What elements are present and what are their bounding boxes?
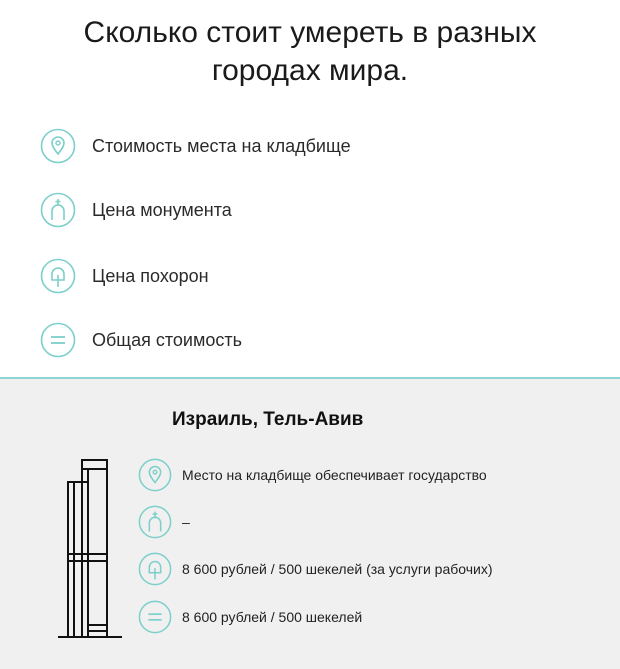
legend-label-total: Общая стоимость [92,329,242,350]
legend-item-grave-place [40,128,351,164]
detail-funeral [138,552,493,586]
detail-total [138,600,362,634]
tombstone-cross-icon [40,192,76,228]
detail-label-total: 8 600 рублей / 500 шекелей [182,609,363,625]
legend-item-monument [40,192,232,228]
legend-label-monument: Цена монумента [92,199,232,220]
tombstone-cross-icon [138,505,172,539]
shovel-icon [40,258,76,294]
equals-icon [40,322,76,358]
detail-label-funeral: 8 600 рублей / 500 шекелей (за услуги рабочих) [182,561,493,577]
equals-icon [138,600,172,634]
title-line-1: Сколько стоит умереть в разных [83,16,537,49]
legend-label-funeral: Цена похорон [92,265,209,286]
legend-item-funeral [40,258,209,294]
detail-grave-place [138,458,487,492]
detail-monument [138,505,190,539]
shovel-icon [138,552,172,586]
location-pin-icon [138,458,172,492]
city-name: Израиль, Тель-Авив [172,409,364,430]
city-panel [0,379,620,669]
title-line-2: городах мира. [211,54,409,87]
legend-item-total [40,322,242,358]
location-pin-icon [40,128,76,164]
page-title [0,14,620,90]
legend-label-grave-place: Стоимость места на кладбище [92,135,351,156]
skyscraper-icon [55,457,125,642]
detail-label-monument: – [182,514,190,530]
detail-label-grave-place: Место на кладбище обеспечивает государство [182,467,487,483]
